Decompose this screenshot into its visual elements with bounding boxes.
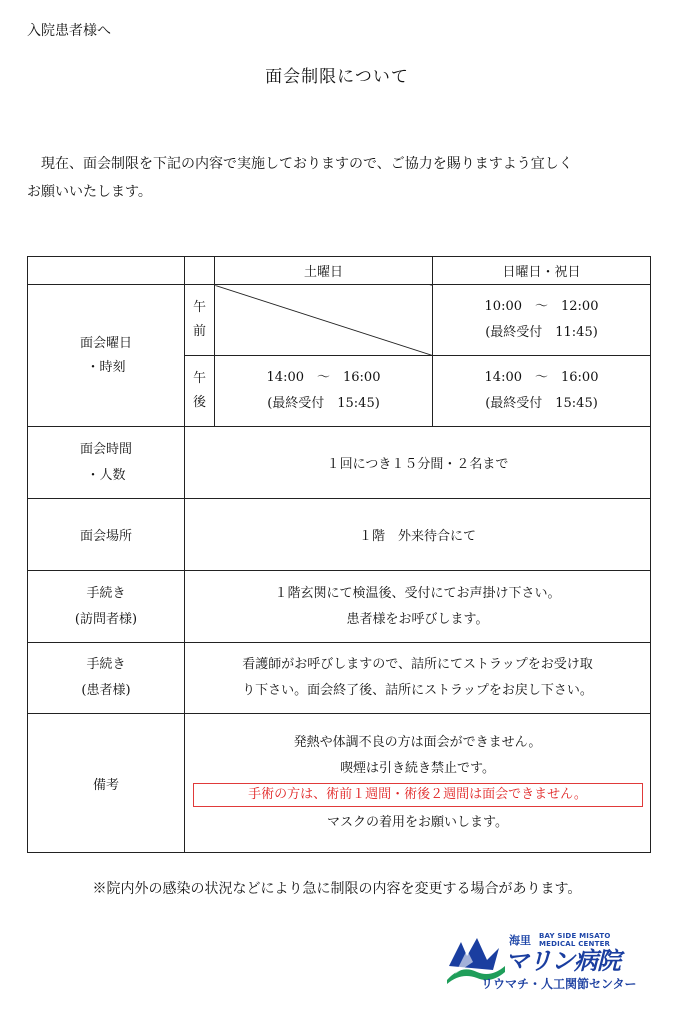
table-row-proc-visitor (28, 571, 651, 643)
header-saturday: 土曜日 (215, 257, 433, 285)
label-duration: 面会時間 ・人数 (28, 427, 185, 499)
intro-line-2: お願いいたします。 (27, 184, 152, 200)
remarks-line-4: マスクの着用をお願いします。 (327, 815, 508, 830)
remarks-line-1: 発熱や体調不良の方は面会ができません。 (293, 735, 542, 750)
table-row-duration (28, 427, 651, 499)
label-pm: 午 後 (185, 356, 215, 427)
saturday-pm-time: 14:00 ～ 16:00 (最終受付 15:45) (215, 356, 433, 427)
sunday-am-time: 10:00 ～ 12:00 (最終受付 11:45) (433, 285, 651, 356)
table-row-place (28, 499, 651, 571)
intro-line-1: 現在、面会制限を下記の内容で実施しておりますので、ご協力を賜りますよう宜しく (41, 156, 573, 172)
header-empty-cell (185, 257, 215, 285)
label-place: 面会場所 (28, 499, 185, 571)
proc-visitor-value: １階玄関にて検温後、受付にてお声掛け下さい。 患者様をお呼びします。 (185, 571, 651, 643)
header-empty-cell (28, 257, 185, 285)
table-row-am (28, 285, 651, 356)
duration-value: １回につき１５分間・２名まで (185, 427, 651, 499)
place-value: １階 外来待合にて (185, 499, 651, 571)
intro-paragraph (27, 150, 655, 206)
remarks-line-2: 喫煙は引き続き禁止です。 (340, 761, 495, 776)
label-proc-patient: 手続き (患者様) (28, 643, 185, 714)
label-hours: 面会曜日 ・時刻 (28, 285, 185, 427)
header-sunday-holiday: 日曜日・祝日 (433, 257, 651, 285)
label-am: 午 前 (185, 285, 215, 356)
saturday-am-unavailable (215, 285, 433, 356)
sunday-pm-time: 14:00 ～ 16:00 (最終受付 15:45) (433, 356, 651, 427)
addressee: 入院患者様へ (27, 23, 111, 39)
notice-text: ※院内外の感染の状況などにより急に制限の内容を変更する場合があります。 (92, 881, 582, 897)
proc-patient-value: 看護師がお呼びしますので、詰所にてストラップをお受け取 り下さい。面会終了後、詰所にストラップをお戻し下さい。 (185, 643, 651, 714)
logo-kana: 海里 (509, 934, 531, 947)
logo-english: BAY SIDE MISATO MEDICAL CENTER (539, 932, 611, 948)
table-row-remarks (28, 714, 651, 853)
table-header-row (28, 257, 651, 285)
hospital-logo (447, 928, 647, 998)
visit-schedule-table (27, 256, 651, 853)
page-title: 面会制限について (265, 67, 409, 87)
label-remarks: 備考 (28, 714, 185, 853)
logo-subtitle: リウマチ・人工関節センター (481, 977, 637, 991)
table-row-proc-patient (28, 643, 651, 714)
surgery-alert-box: 手術の方は、術前１週間・術後２週間は面会できません。 (193, 783, 643, 807)
label-proc-visitor: 手続き (訪問者様) (28, 571, 185, 643)
logo-name: マリン病院 (505, 947, 620, 975)
remarks-value (185, 714, 651, 853)
